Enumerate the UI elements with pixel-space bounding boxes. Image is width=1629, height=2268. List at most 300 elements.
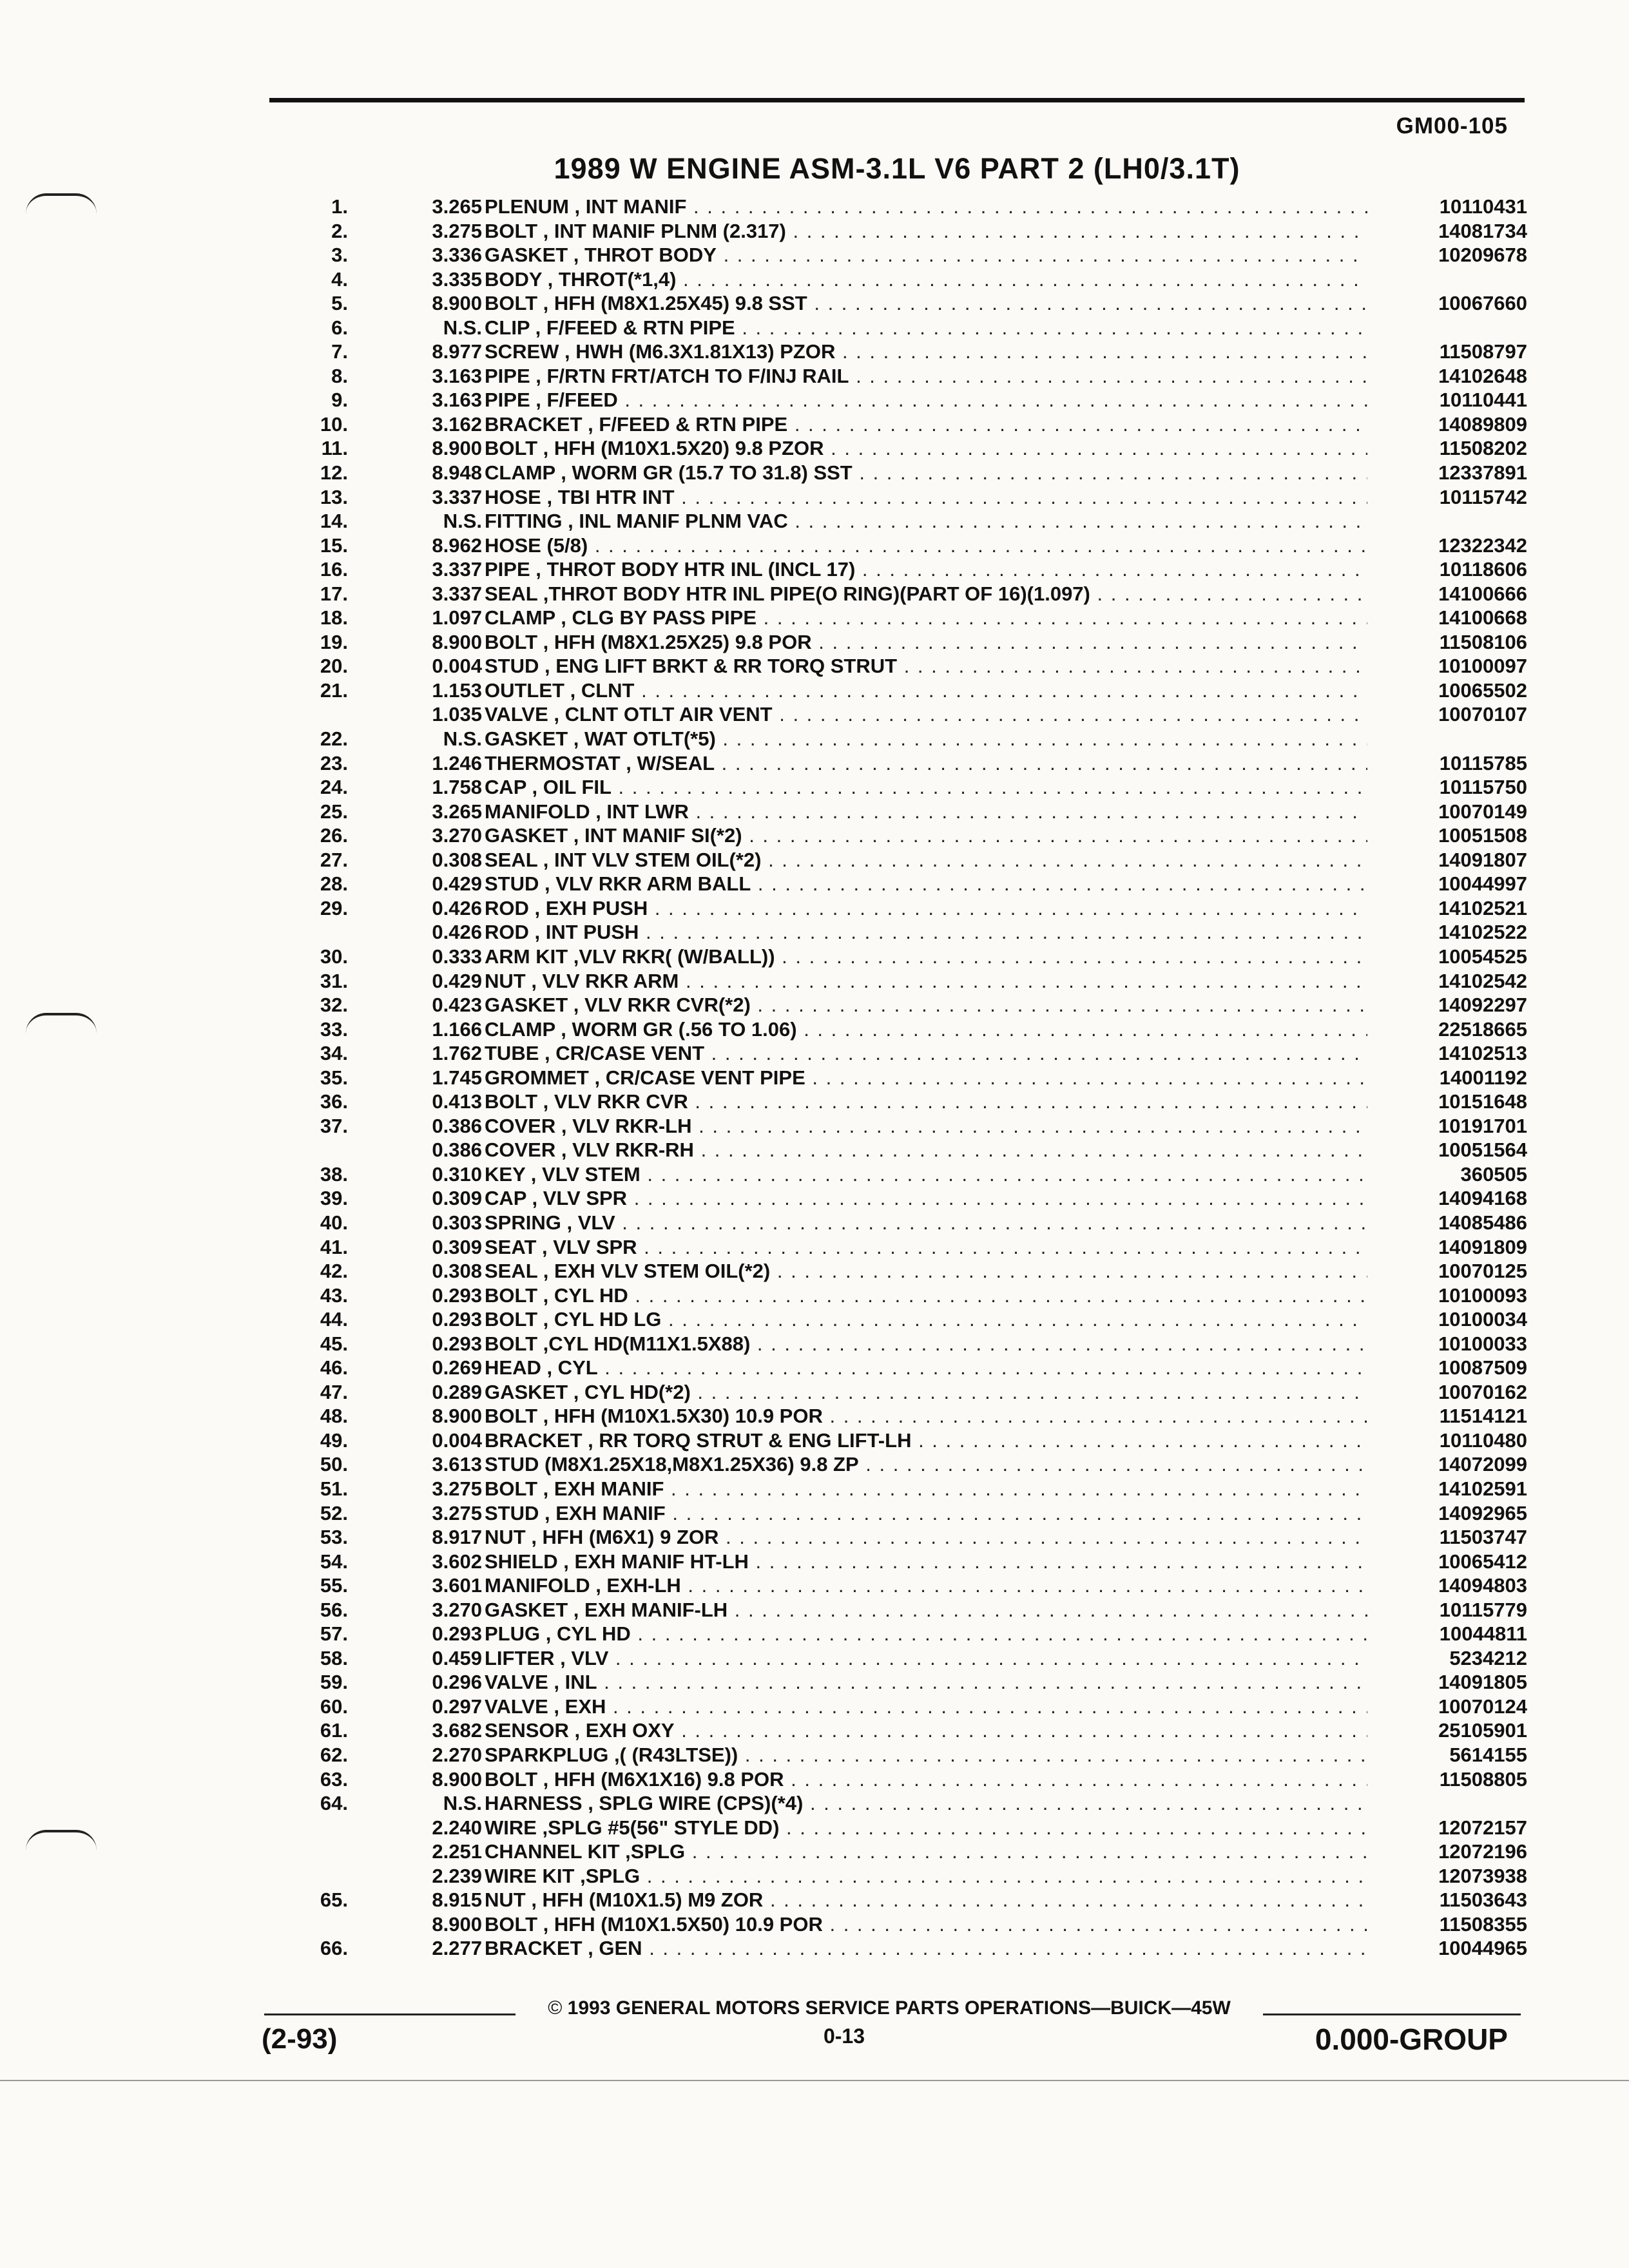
part-description: SCREW , HWH (M6.3X1.81X13) PZOR . . . (485, 340, 1367, 364)
part-number: 14102648 (1438, 364, 1527, 387)
part-row (0, 485, 1629, 510)
group-number: 0.004 (432, 1428, 482, 1452)
group-number: 3.602 (432, 1550, 482, 1573)
part-row (0, 1332, 1629, 1356)
group-number: N.S. (443, 1792, 482, 1815)
part-description: CHANNEL KIT ,SPLG . . . (485, 1840, 1367, 1864)
part-description: GASKET , EXH MANIF-LH . . . (485, 1598, 1367, 1622)
part-number-index: 7. (331, 340, 348, 363)
part-row (0, 1307, 1629, 1332)
part-number-index: 20. (320, 655, 348, 678)
part-number: 10110441 (1439, 389, 1527, 412)
group-number: 8.917 (432, 1526, 482, 1549)
part-number: 10067660 (1438, 292, 1527, 315)
part-row (0, 1767, 1629, 1792)
part-row (0, 1259, 1629, 1283)
part-number-index: 46. (320, 1356, 348, 1379)
part-row (0, 1912, 1629, 1937)
part-row (0, 364, 1629, 389)
group-number: 2.239 (432, 1864, 482, 1887)
part-description: TUBE , CR/CASE VENT . . . (485, 1041, 1367, 1066)
part-number: 11503747 (1439, 1526, 1527, 1549)
part-description: BRACKET , RR TORQ STRUT & ENG LIFT-LH . . . (485, 1428, 1367, 1453)
part-number-index: 21. (320, 678, 348, 702)
part-number: 10044965 (1438, 1937, 1527, 1960)
footer-rule-left (264, 2013, 516, 2015)
group-number: 1.758 (432, 776, 482, 799)
part-number: 11508106 (1439, 630, 1527, 653)
part-description: SEAT , VLV SPR . . . (485, 1235, 1367, 1260)
part-description: BOLT ,CYL HD(M11X1.5X88) . . . (485, 1332, 1367, 1356)
part-description: HOSE (5/8) . . . (485, 533, 1367, 558)
part-number-index: 66. (320, 1937, 348, 1960)
part-row (0, 316, 1629, 340)
footer-rule-right (1263, 2013, 1521, 2015)
part-row (0, 1622, 1629, 1646)
part-description: HARNESS , SPLG WIRE (CPS)(*4) . . . (485, 1791, 1367, 1816)
part-row (0, 1791, 1629, 1816)
group-number: 0.269 (432, 1356, 482, 1379)
part-description: CLAMP , WORM GR (15.7 TO 31.8) SST . . . (485, 461, 1367, 485)
part-number-index: 54. (320, 1550, 348, 1573)
part-row (0, 582, 1629, 606)
part-row (0, 702, 1629, 727)
part-number: 11514121 (1439, 1405, 1527, 1428)
part-number-index: 50. (320, 1453, 348, 1476)
part-number-index: 12. (320, 461, 348, 485)
part-number: 10070107 (1438, 703, 1527, 726)
group-number: 0.293 (432, 1622, 482, 1646)
group-number: 8.900 (432, 1405, 482, 1428)
part-description: COVER , VLV RKR-RH . . . (485, 1138, 1367, 1162)
part-number-index: 15. (320, 533, 348, 557)
copyright-line (516, 1997, 1263, 2019)
part-number-index: 6. (331, 316, 348, 339)
part-number-index: 9. (331, 389, 348, 412)
part-description: PIPE , F/FEED . . . (485, 388, 1367, 412)
part-row (0, 630, 1629, 655)
part-number-index: 62. (320, 1744, 348, 1766)
part-row (0, 533, 1629, 558)
group-number: 3.163 (432, 389, 482, 412)
part-number: 14089809 (1438, 412, 1527, 436)
part-description: CLIP , F/FEED & RTN PIPE . . . (485, 316, 1367, 340)
part-number: 14100668 (1438, 606, 1527, 629)
part-row (0, 1695, 1629, 1719)
group-number: 8.900 (432, 1767, 482, 1791)
part-number: 11508797 (1439, 340, 1527, 363)
part-number: 10044997 (1438, 872, 1527, 896)
part-number-index: 3. (331, 244, 348, 267)
part-row (0, 243, 1629, 267)
part-number-index: 56. (320, 1598, 348, 1621)
part-number-index: 35. (320, 1066, 348, 1089)
part-number: 10115750 (1439, 776, 1527, 799)
part-number-index: 60. (320, 1695, 348, 1718)
group-number: 0.386 (432, 1114, 482, 1137)
part-row (0, 775, 1629, 800)
part-row (0, 412, 1629, 437)
part-row (0, 1477, 1629, 1501)
part-description: HOSE , TBI HTR INT . . . (485, 485, 1367, 510)
part-number: 14001192 (1439, 1066, 1527, 1089)
part-number-index: 53. (320, 1526, 348, 1549)
group-number: 0.309 (432, 1235, 482, 1258)
part-row (0, 1840, 1629, 1864)
part-number: 14102522 (1438, 921, 1527, 944)
part-description: STUD , VLV RKR ARM BALL . . . (485, 872, 1367, 896)
part-row (0, 751, 1629, 776)
part-description: CAP , OIL FIL . . . (485, 775, 1367, 800)
part-number: 360505 (1460, 1162, 1527, 1186)
part-description: BOLT , VLV RKR CVR . . . (485, 1090, 1367, 1114)
part-number: 10115785 (1439, 751, 1527, 774)
part-number: 5234212 (1449, 1646, 1527, 1669)
part-row (0, 1550, 1629, 1574)
group-number: 0.309 (432, 1187, 482, 1210)
part-description: ROD , INT PUSH . . . (485, 920, 1367, 945)
part-number: 10100093 (1438, 1283, 1527, 1307)
part-number-index: 34. (320, 1042, 348, 1065)
part-number-index: 39. (320, 1187, 348, 1210)
part-description: VALVE , CLNT OTLT AIR VENT . . . (485, 702, 1367, 727)
part-number: 10054525 (1438, 945, 1527, 968)
part-row (0, 1380, 1629, 1405)
page-number: 0-13 (823, 2024, 865, 2048)
part-number: 14100666 (1438, 582, 1527, 605)
part-number: 10065502 (1438, 678, 1527, 702)
part-number: 12322342 (1438, 533, 1527, 557)
part-row (0, 969, 1629, 994)
part-number: 10110431 (1439, 195, 1527, 218)
group-number: 0.308 (432, 1260, 482, 1283)
part-row (0, 1017, 1629, 1042)
part-number-index: 19. (320, 630, 348, 653)
part-description: WIRE KIT ,SPLG . . . (485, 1864, 1367, 1888)
group-number: 3.337 (432, 485, 482, 508)
group-number: 0.426 (432, 896, 482, 919)
part-number-index: 33. (320, 1017, 348, 1041)
part-description: STUD , ENG LIFT BRKT & RR TORQ STRUT . . . (485, 654, 1367, 678)
part-number-index: 49. (320, 1428, 348, 1452)
group-number: 0.293 (432, 1308, 482, 1331)
group-number: N.S. (443, 316, 482, 339)
part-description: BRACKET , GEN . . . (485, 1936, 1367, 1961)
group-number: 3.336 (432, 244, 482, 267)
group-number: 3.270 (432, 1598, 482, 1621)
part-description: ROD , EXH PUSH . . . (485, 896, 1367, 921)
part-number: 10070149 (1438, 800, 1527, 823)
part-number-index: 58. (320, 1646, 348, 1669)
group-number: 1.035 (432, 703, 482, 726)
part-number-index: 28. (320, 872, 348, 896)
part-row (0, 1573, 1629, 1598)
part-description: BOLT , EXH MANIF . . . (485, 1477, 1367, 1501)
part-number: 10100034 (1438, 1308, 1527, 1331)
part-description: BOLT , HFH (M10X1.5X20) 9.8 PZOR . . . (485, 436, 1367, 461)
part-number-index: 36. (320, 1090, 348, 1113)
part-row (0, 1864, 1629, 1888)
part-number-index: 2. (331, 219, 348, 242)
part-number: 11508202 (1439, 437, 1527, 460)
part-row (0, 872, 1629, 896)
part-number: 10065412 (1438, 1550, 1527, 1573)
part-description: COVER , VLV RKR-LH . . . (485, 1114, 1367, 1139)
part-row (0, 1283, 1629, 1308)
part-number: 14081734 (1438, 219, 1527, 242)
part-description: GASKET , THROT BODY . . . (485, 243, 1367, 267)
part-description: GASKET , INT MANIF SI(*2) . . . (485, 823, 1367, 848)
part-row (0, 945, 1629, 969)
part-number: 10070125 (1438, 1260, 1527, 1283)
part-number-index: 32. (320, 994, 348, 1017)
part-number-index: 52. (320, 1501, 348, 1524)
group-number: 3.335 (432, 267, 482, 291)
part-row (0, 1670, 1629, 1695)
part-description: LIFTER , VLV . . . (485, 1646, 1367, 1671)
part-row (0, 1718, 1629, 1743)
date-code: (2-93) (262, 2023, 338, 2055)
group-number: N.S. (443, 727, 482, 751)
part-row (0, 606, 1629, 630)
group-number: 0.333 (432, 945, 482, 968)
part-row (0, 267, 1629, 292)
part-description: SHIELD , EXH MANIF HT-LH . . . (485, 1550, 1367, 1574)
part-number: 11508805 (1439, 1767, 1527, 1791)
part-description: BOLT , HFH (M8X1.25X25) 9.8 POR . . . (485, 630, 1367, 655)
group-number: 3.613 (432, 1453, 482, 1476)
part-number-index: 1. (331, 195, 348, 218)
part-number: 10087509 (1438, 1356, 1527, 1379)
part-description: NUT , HFH (M10X1.5) M9 ZOR . . . (485, 1888, 1367, 1912)
part-number-index: 24. (320, 776, 348, 799)
part-number-index: 55. (320, 1574, 348, 1597)
group-number: 0.310 (432, 1162, 482, 1186)
group-number: 3.337 (432, 582, 482, 605)
part-row (0, 654, 1629, 678)
group-number: 0.459 (432, 1646, 482, 1669)
group-number: 8.900 (432, 437, 482, 460)
part-number-index: 10. (320, 412, 348, 436)
part-row (0, 1743, 1629, 1767)
part-number: 10209678 (1438, 244, 1527, 267)
part-number: 14102513 (1438, 1042, 1527, 1065)
group-number: 3.275 (432, 219, 482, 242)
part-number-index: 65. (320, 1888, 348, 1912)
part-description: BOLT , HFH (M6X1X16) 9.8 POR . . . (485, 1767, 1367, 1792)
part-number-index: 18. (320, 606, 348, 629)
part-description: NUT , HFH (M6X1) 9 ZOR . . . (485, 1525, 1367, 1550)
part-number-index: 38. (320, 1162, 348, 1186)
group-number: 3.270 (432, 824, 482, 847)
part-number: 12072196 (1438, 1840, 1527, 1863)
part-description: SENSOR , EXH OXY . . . (485, 1718, 1367, 1743)
part-number: 25105901 (1438, 1719, 1527, 1742)
part-row (0, 1211, 1629, 1235)
group-number: 1.153 (432, 678, 482, 702)
part-number: 14091809 (1438, 1235, 1527, 1258)
part-row (0, 195, 1629, 219)
part-row (0, 557, 1629, 582)
group-number: 2.251 (432, 1840, 482, 1863)
group-number: 3.337 (432, 558, 482, 581)
part-number: 14102591 (1438, 1477, 1527, 1500)
part-row (0, 1646, 1629, 1671)
part-number: 12337891 (1438, 461, 1527, 485)
part-description: SPARKPLUG ,( (R43LTSE)) . . . (485, 1743, 1367, 1767)
part-number: 11503643 (1439, 1888, 1527, 1912)
part-row (0, 1404, 1629, 1428)
header-rule (269, 98, 1525, 102)
group-number: 8.900 (432, 630, 482, 653)
group-number: 2.270 (432, 1744, 482, 1766)
part-number: 14091807 (1438, 848, 1527, 871)
part-number: 10118606 (1439, 558, 1527, 581)
part-number: 12073938 (1438, 1864, 1527, 1887)
part-number: 10044811 (1439, 1622, 1527, 1646)
group-number: 0.413 (432, 1090, 482, 1113)
part-number: 10100033 (1438, 1332, 1527, 1355)
part-number-index: 31. (320, 969, 348, 992)
group-number: 1.097 (432, 606, 482, 629)
group-number: 8.962 (432, 533, 482, 557)
group-number: 1.762 (432, 1042, 482, 1065)
part-number-index: 17. (320, 582, 348, 605)
group-number: 1.166 (432, 1017, 482, 1041)
group-number: 3.162 (432, 412, 482, 436)
part-number-index: 30. (320, 945, 348, 968)
part-description: BOLT , HFH (M10X1.5X30) 10.9 POR . . . (485, 1404, 1367, 1428)
part-row (0, 823, 1629, 848)
part-number-index: 23. (320, 751, 348, 774)
part-row (0, 1598, 1629, 1622)
part-description: CAP , VLV SPR . . . (485, 1186, 1367, 1211)
part-number: 14092297 (1438, 994, 1527, 1017)
part-number: 14102542 (1438, 969, 1527, 992)
group-number: 2.277 (432, 1937, 482, 1960)
part-row (0, 1066, 1629, 1090)
group-number: 0.004 (432, 655, 482, 678)
part-number-index: 25. (320, 800, 348, 823)
part-number-index: 59. (320, 1671, 348, 1694)
group-number: 0.386 (432, 1139, 482, 1162)
part-row (0, 219, 1629, 244)
copyright-text: 1993 GENERAL MOTORS SERVICE PARTS OPERATIONS—BUICK—45W (567, 1997, 1231, 2019)
part-description: NUT , VLV RKR ARM . . . (485, 969, 1367, 994)
part-row (0, 1138, 1629, 1162)
group-number: 3.275 (432, 1501, 482, 1524)
group-number: 1.246 (432, 751, 482, 774)
parts-list (0, 195, 1629, 1961)
part-description: SEAL , EXH VLV STEM OIL(*2) . . . (485, 1259, 1367, 1283)
group-number: 2.240 (432, 1816, 482, 1839)
group-number: 3.265 (432, 800, 482, 823)
page-id: GM00-105 (1396, 113, 1508, 139)
part-description: HEAD , CYL . . . (485, 1356, 1367, 1380)
part-description: SEAL , INT VLV STEM OIL(*2) . . . (485, 848, 1367, 872)
group-number: 8.915 (432, 1888, 482, 1912)
part-description: PIPE , F/RTN FRT/ATCH TO F/INJ RAIL . . . (485, 364, 1367, 389)
part-number-index: 44. (320, 1308, 348, 1331)
part-number: 14102521 (1438, 896, 1527, 919)
part-description: MANIFOLD , EXH-LH . . . (485, 1573, 1367, 1598)
part-row (0, 340, 1629, 364)
part-row (0, 1428, 1629, 1453)
part-number-index: 8. (331, 364, 348, 387)
part-number: 14094168 (1438, 1187, 1527, 1210)
part-number-index: 22. (320, 727, 348, 751)
part-number: 14085486 (1438, 1211, 1527, 1234)
part-number-index: 61. (320, 1719, 348, 1742)
part-row (0, 1525, 1629, 1550)
part-number: 10115742 (1439, 485, 1527, 508)
part-description: MANIFOLD , INT LWR . . . (485, 800, 1367, 824)
part-description: SPRING , VLV . . . (485, 1211, 1367, 1235)
part-number: 10100097 (1438, 655, 1527, 678)
part-row (0, 1936, 1629, 1961)
part-description: GASKET , WAT OTLT(*5) . . . (485, 727, 1367, 751)
part-number: 10115779 (1439, 1598, 1527, 1621)
part-row (0, 1888, 1629, 1912)
part-row (0, 1235, 1629, 1260)
part-row (0, 848, 1629, 872)
group-number: 3.265 (432, 195, 482, 218)
part-description: BRACKET , F/FEED & RTN PIPE . . . (485, 412, 1367, 437)
part-row (0, 727, 1629, 751)
part-number-index: 4. (331, 267, 348, 291)
part-number-index: 11. (321, 437, 348, 460)
part-description: GROMMET , CR/CASE VENT PIPE . . . (485, 1066, 1367, 1090)
part-number-index: 5. (331, 292, 348, 315)
part-description: PIPE , THROT BODY HTR INL (INCL 17) . . . (485, 557, 1367, 582)
part-number: 11508355 (1439, 1912, 1527, 1936)
group-number: 0.296 (432, 1671, 482, 1694)
part-description: CLAMP , CLG BY PASS PIPE . . . (485, 606, 1367, 630)
part-number-index: 48. (320, 1405, 348, 1428)
group-number: 8.900 (432, 1912, 482, 1936)
part-number: 10051508 (1438, 824, 1527, 847)
part-row (0, 1356, 1629, 1380)
part-number-index: 26. (320, 824, 348, 847)
group-number: 3.163 (432, 364, 482, 387)
part-description: ARM KIT ,VLV RKR( (W/BALL)) . . . (485, 945, 1367, 969)
group-number: 8.948 (432, 461, 482, 485)
group-number: 3.682 (432, 1719, 482, 1742)
part-number: 14091805 (1438, 1671, 1527, 1694)
group-number: 8.900 (432, 292, 482, 315)
part-description: KEY , VLV STEM . . . (485, 1162, 1367, 1187)
part-number-index: 51. (320, 1477, 348, 1500)
part-number-index: 13. (320, 485, 348, 508)
part-description: PLUG , CYL HD . . . (485, 1622, 1367, 1646)
part-number-index: 16. (320, 558, 348, 581)
part-description: BOLT , CYL HD LG . . . (485, 1307, 1367, 1332)
part-row (0, 461, 1629, 485)
part-description: SEAL ,THROT BODY HTR INL PIPE(O RING)(PART OF 16)(1.097) . . . (485, 582, 1367, 606)
page-title: 1989 W ENGINE ASM-3.1L V6 PART 2 (LH0/3.1T) (554, 152, 1240, 185)
group-number: 0.426 (432, 921, 482, 944)
part-description: CLAMP , WORM GR (.56 TO 1.06) . . . (485, 1017, 1367, 1042)
part-row (0, 1114, 1629, 1139)
part-description: WIRE ,SPLG #5(56" STYLE DD) . . . (485, 1816, 1367, 1840)
group-number: 0.303 (432, 1211, 482, 1234)
part-number: 14092965 (1438, 1501, 1527, 1524)
part-number-index: 40. (320, 1211, 348, 1234)
copyright-symbol: © (548, 1997, 563, 2019)
part-number-index: 27. (320, 848, 348, 871)
part-description: THERMOSTAT , W/SEAL . . . (485, 751, 1367, 776)
part-number: 5614155 (1449, 1744, 1527, 1766)
